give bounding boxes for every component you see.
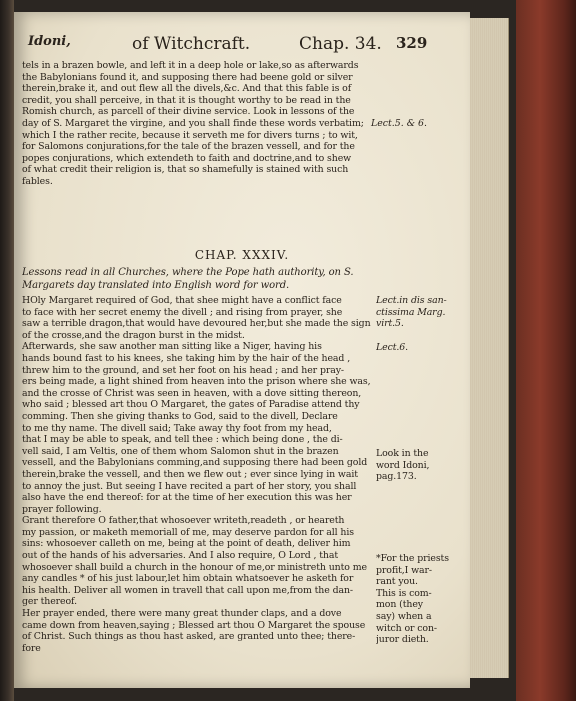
note-line: This is com- [376, 587, 432, 599]
text-line: tels in a brazen bowle, and left it in a deep hole or lake,so as afterwards [22, 60, 359, 71]
chapter-subtitle [22, 266, 462, 292]
text-line: which I the rather recite, because it serveth me for divers turns ; to wit, [22, 129, 358, 141]
text-line: prayer following. [22, 503, 102, 515]
text-line: HOly Margaret required of God, that shee might have a conflict face [22, 295, 342, 306]
text-line: therein,brake it, and out flew all the divels,&c. And that this fable is of [22, 83, 352, 95]
text-line: ers being made, a light shined from heaven into the prison where she was, [22, 376, 371, 388]
text-line: came down from heaven,saying ; Blessed art thou O Margaret the spouse [22, 619, 366, 631]
note-line: Look in the [376, 448, 429, 459]
text-line: to annoy the just. But seeing I have recited a part of her story, you shall [22, 480, 357, 492]
text-line: threw him to the ground, and set her foot on his head ; and her pray- [22, 364, 344, 376]
text-line: hands bound fast to his knees, she taking him by the hair of the head , [22, 352, 351, 364]
main-text [22, 295, 374, 654]
text-line: Her prayer ended, there were many great thunder claps, and a dove [22, 608, 342, 620]
text-line: that I may be able to speak, and tell thee : which being done , the di- [22, 434, 343, 446]
text-line: sins: whosoever calleth on me, being at the point of death, deliver him [22, 538, 351, 550]
note-line: *For the priests [376, 553, 449, 564]
text-line: out of the hands of his adversaries. And I also require, O Lord , that [22, 550, 339, 562]
text-line: whosoever shall build a church in the honour of me,or ministreth unto me [22, 561, 367, 573]
text-line: fore [22, 642, 41, 654]
text-line: my passion, or maketh memoriall of me, may deserve pardon for all his [22, 526, 354, 538]
margin-note-priests [376, 553, 449, 646]
note-line: witch or con- [376, 622, 437, 634]
text-line: to face with her secret enemy the divell ; and rising from prayer, she [22, 306, 343, 318]
margin-note-idoni [376, 448, 429, 483]
text-line: vell said, I am Veltis, one of them whom Salomon shut in the brazen [22, 445, 339, 457]
text-line: popes conjurations, which extendeth to faith and doctrine,and to shew [22, 152, 352, 164]
note-line: pag.173. [376, 471, 417, 483]
note-line: say) when a [376, 610, 432, 622]
text-line: credit, you shall perceive, in that it is thought worthy to be read in the [22, 94, 351, 106]
note-line: word Idoni, [376, 459, 430, 471]
note-line: virt.5. [376, 318, 404, 330]
subtitle-line: Lessons read in all Churches, where the Pope hath authority, on S. [22, 267, 354, 278]
note-line: juror dieth. [376, 634, 429, 646]
text-line: also have the end thereof: for at the time of her execution this was her [22, 492, 352, 504]
text-line: the Babylonians found it, and supposing there had beene gold or silver [22, 71, 353, 83]
text-line: therein,brake the vessell, and then we flew out ; ever since lying in wait [22, 468, 358, 480]
page-edges [466, 18, 509, 678]
text-line: ger thereof. [22, 596, 77, 608]
book-gutter [0, 0, 14, 701]
chapter-heading: CHAP. XXXIV. [194, 248, 290, 262]
note-line: mon (they [376, 599, 423, 611]
note-line: profit,I war- [376, 564, 432, 576]
text-line: who said ; blessed art thou O Margaret, the gates of Paradise attend thy [22, 399, 360, 411]
note-line: Lect.6. [376, 342, 409, 353]
text-line: and the crosse of Christ was seen in heaven, with a dove sitting thereon, [22, 387, 362, 399]
text-line: of the crosse,and the dragon burst in the midst. [22, 329, 245, 341]
text-line: for Salomons conjurations,for the tale of the brazen vessell, and for the [22, 141, 355, 153]
book-page [14, 12, 470, 688]
text-line: Romish church, as parcell of their divine service. Look in lessons of the [22, 106, 355, 118]
note-line: ctissima Marg. [376, 306, 446, 318]
text-line: to me thy name. The divell said; Take away thy foot from my head, [22, 422, 332, 434]
text-line: any candles * of his just labour,let him obtain whatsoever he asketh for [22, 573, 354, 585]
page-number: 329 [396, 34, 428, 52]
margin-note-lectio [376, 295, 447, 330]
text-line: Afterwards, she saw another man sitting like a Niger, having his [22, 341, 322, 353]
text-line: comming. Then she giving thanks to God, said to the divell, Declare [22, 410, 338, 422]
text-line: his health. Deliver all women in travell that call upon me,from the dan- [22, 584, 353, 596]
text-line: day of S. Margaret the virgine, and you shall finde these words verbatim; [22, 117, 364, 129]
note-line: rant you. [376, 576, 418, 588]
margin-note-lessons: Lect.5. & 6. [371, 118, 427, 129]
text-line: of Christ. Such things as thou hast asked, are granted unto thee; there- [22, 631, 356, 643]
running-head-left: Idoni, [28, 34, 71, 49]
text-line: of what credit their religion is, that so shamefully is stained with such [22, 164, 349, 176]
text-line: vessell, and the Babylonians comming,and supposing there had been gold [22, 457, 368, 469]
text-line: fables. [22, 175, 53, 187]
text-line: saw a terrible dragon,that would have devoured her,but she made the sign [22, 318, 371, 330]
page-title: of Witchcraft. [132, 34, 251, 54]
chapter-label: Chap. 34. [299, 34, 382, 54]
margin-note-lect6 [376, 342, 408, 354]
note-line: Lect.in dis san- [376, 295, 447, 306]
upper-paragraph [22, 60, 367, 188]
text-line: Grant therefore O father,that whosoever writeth,readeth , or heareth [22, 515, 345, 527]
subtitle-line: Margarets day translated into English word for word. [22, 280, 290, 291]
book-cover-edge [516, 0, 576, 701]
